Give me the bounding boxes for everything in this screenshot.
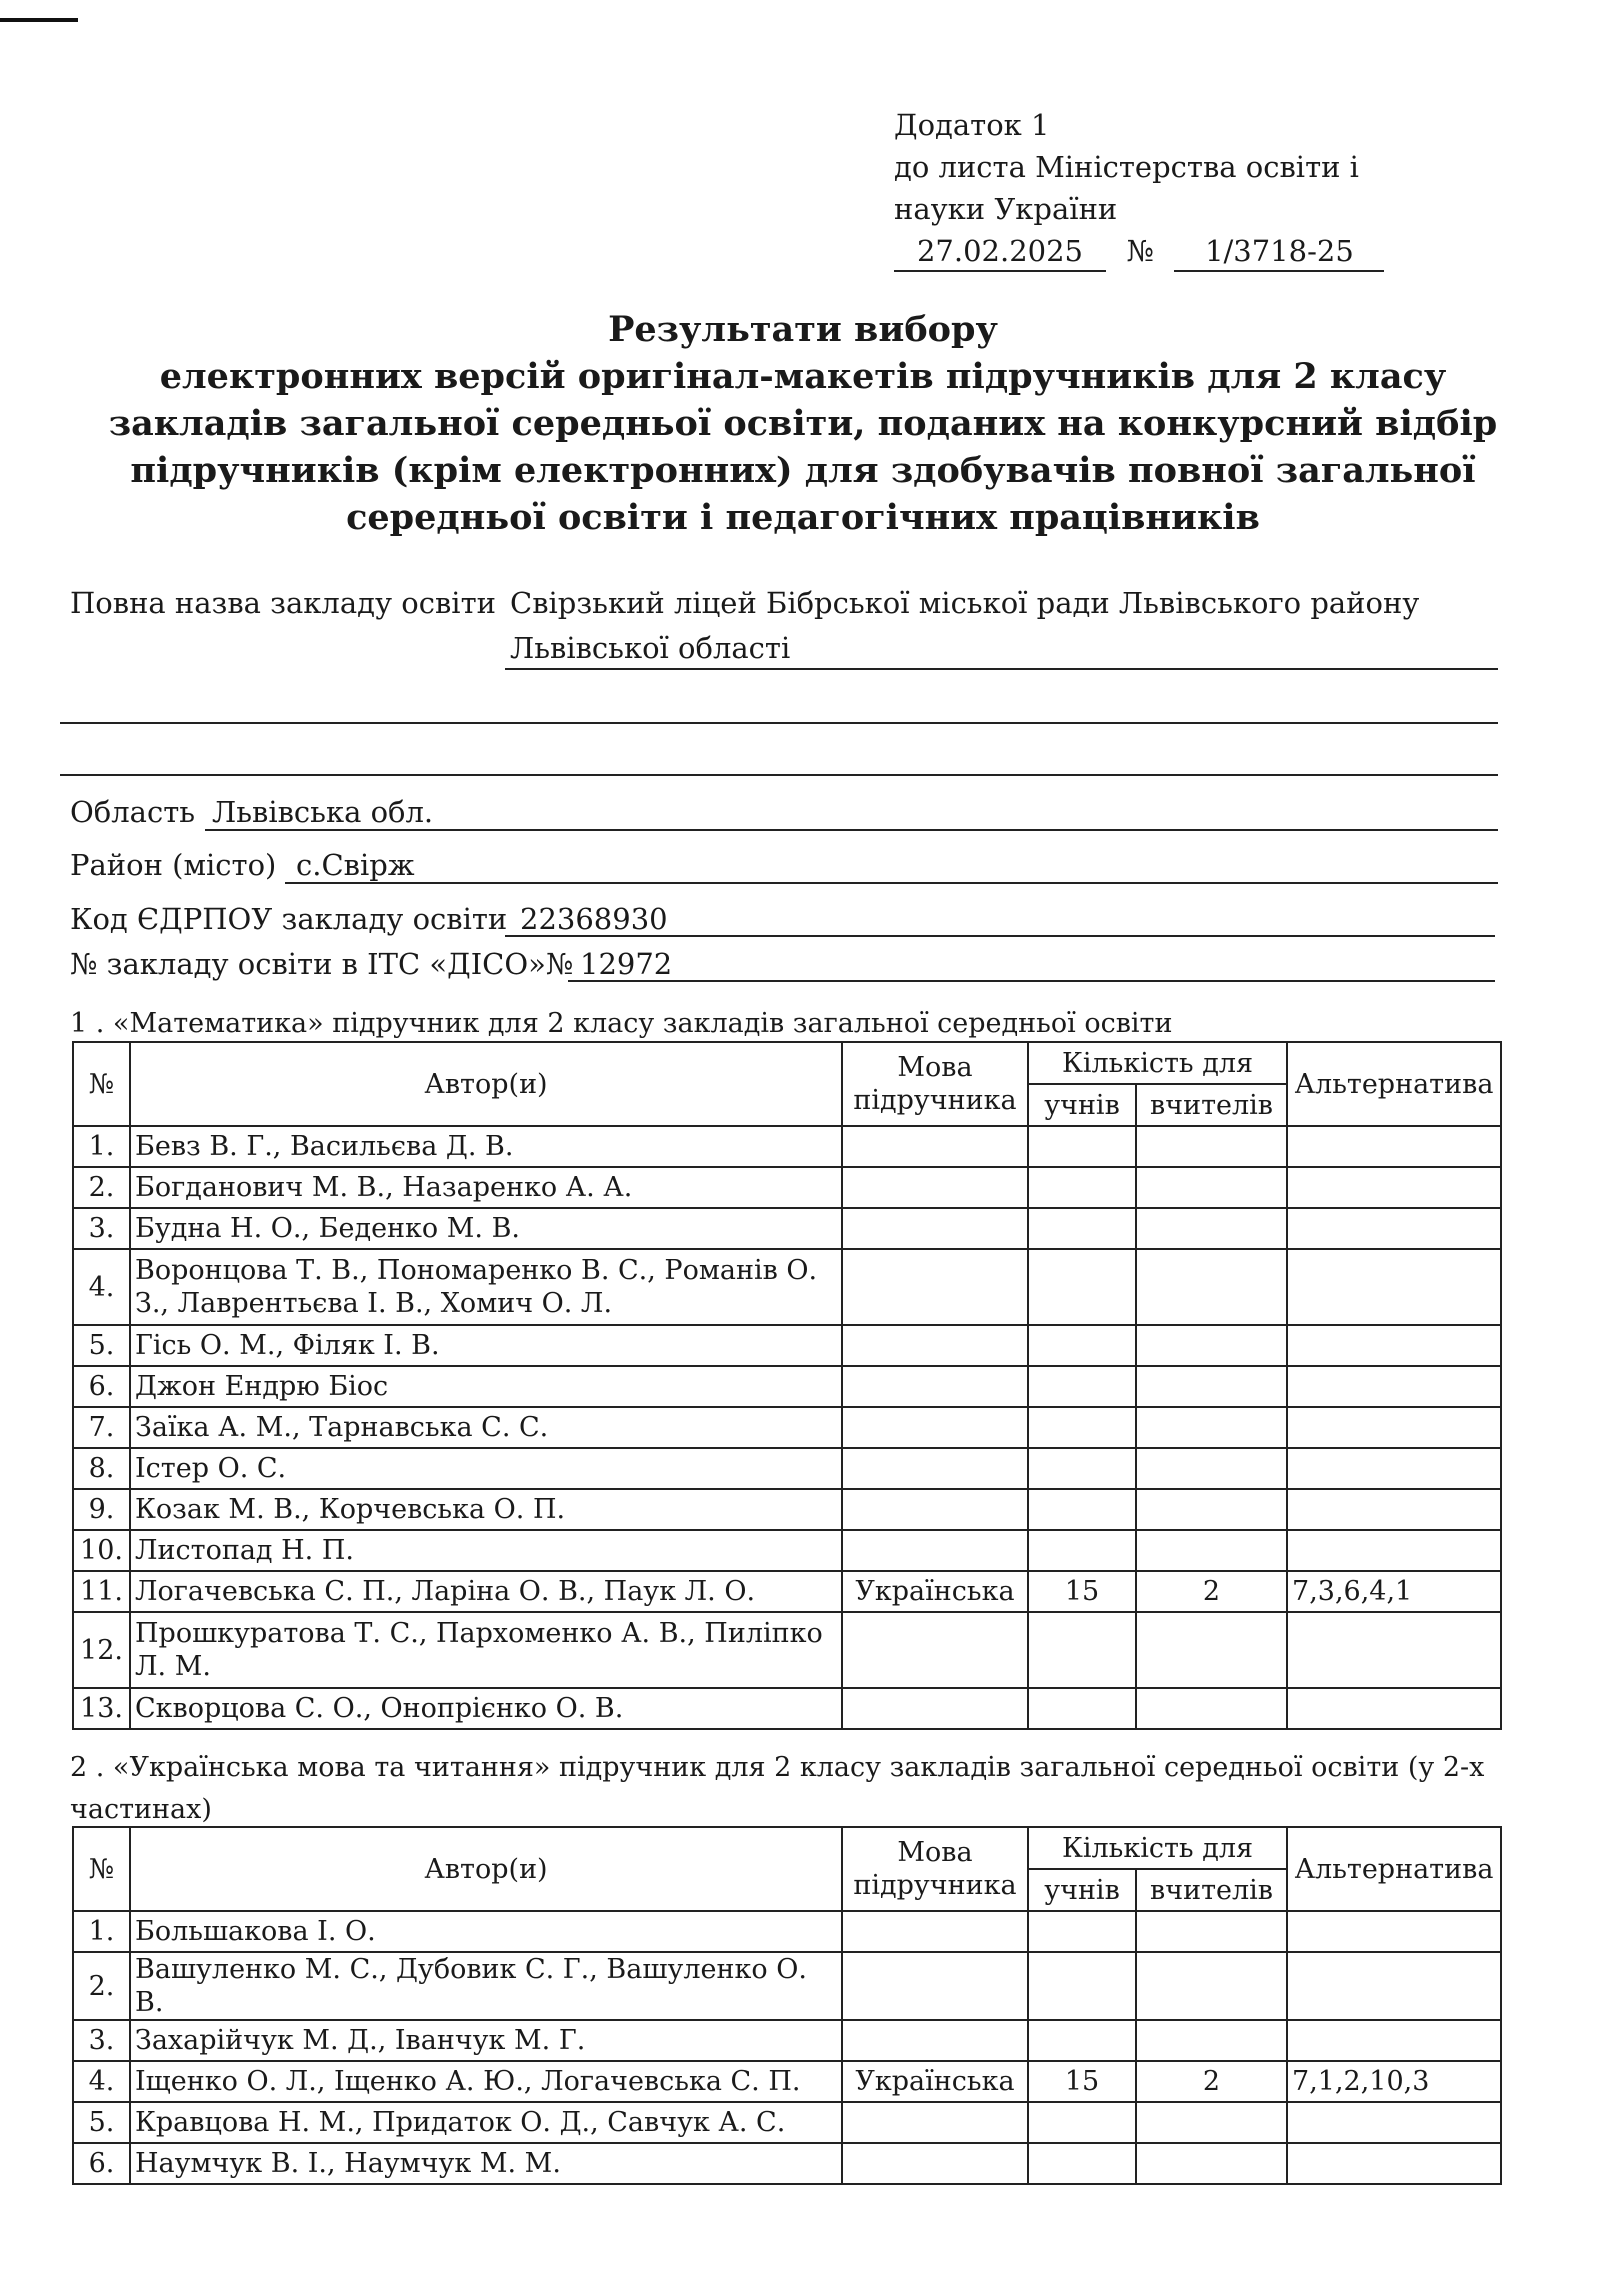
- row-authors: Воронцова Т. В., Пономаренко В. С., Романів О. З., Лаврентьєва І. В., Хомич О. Л.: [130, 1249, 842, 1325]
- blank-line-1: [60, 722, 1498, 724]
- row-teachers: [1136, 1448, 1287, 1489]
- row-authors: Наумчук В. І., Наумчук М. М.: [130, 2143, 842, 2184]
- row-teachers: [1136, 1530, 1287, 1571]
- district-underline: [285, 882, 1498, 884]
- section-1-caption: 1 . «Математика» підручник для 2 класу закладів загальної середньої освіти: [70, 1008, 1173, 1039]
- row-alternative: 7,3,6,4,1: [1287, 1571, 1501, 1612]
- its-value: 12972: [580, 947, 673, 981]
- table-row: [73, 1325, 1501, 1366]
- row-authors: Джон Ендрю Біос: [130, 1366, 842, 1407]
- row-students: [1028, 2102, 1136, 2143]
- row-teachers: [1136, 1167, 1287, 1208]
- institution-name-label: Повна назва закладу освіти: [70, 586, 496, 620]
- row-number: 13.: [73, 1688, 130, 1729]
- letter-date: 27.02.2025: [894, 232, 1106, 272]
- col-header-alternative: Альтернатива: [1287, 1827, 1501, 1911]
- row-alternative: [1287, 1911, 1501, 1952]
- row-number: 3.: [73, 1208, 130, 1249]
- district-value: с.Свірж: [296, 848, 415, 882]
- col-header-authors: Автор(и): [130, 1827, 842, 1911]
- row-language: Українська: [842, 1571, 1028, 1612]
- row-alternative: [1287, 2102, 1501, 2143]
- region-label: Область: [70, 795, 196, 829]
- row-authors: Козак М. В., Корчевська О. П.: [130, 1489, 842, 1530]
- row-language: [842, 1407, 1028, 1448]
- row-authors: Бевз В. Г., Васильєва Д. В.: [130, 1126, 842, 1167]
- row-alternative: 7,1,2,10,3: [1287, 2061, 1501, 2102]
- title-line-5: середньої освіти і педагогічних працівників: [346, 497, 1260, 538]
- row-teachers: 2: [1136, 2061, 1287, 2102]
- row-language: [842, 1952, 1028, 2020]
- math-table: [72, 1041, 1502, 1730]
- row-number: 4.: [73, 2061, 130, 2102]
- title-line-2: електронних версій оригінал-макетів підручників для 2 класу: [159, 356, 1447, 397]
- col-header-students: учнів: [1028, 1084, 1136, 1126]
- document-title: [0, 306, 1606, 541]
- row-teachers: [1136, 1126, 1287, 1167]
- its-underline: [568, 980, 1495, 982]
- row-students: [1028, 1612, 1136, 1688]
- col-header-no: №: [73, 1827, 130, 1911]
- table-row: [73, 1911, 1501, 1952]
- row-authors: Скворцова С. О., Онопрієнко О. В.: [130, 1688, 842, 1729]
- row-teachers: [1136, 2020, 1287, 2061]
- row-teachers: [1136, 1325, 1287, 1366]
- row-authors: Логачевська С. П., Ларіна О. В., Паук Л. О.: [130, 1571, 842, 1612]
- col-header-alternative: Альтернатива: [1287, 1042, 1501, 1126]
- col-header-teachers: вчителів: [1136, 1869, 1287, 1911]
- row-authors: Прошкуратова Т. С., Пархоменко А. В., Пиліпко Л. М.: [130, 1612, 842, 1688]
- table-row: [73, 1612, 1501, 1688]
- row-authors: Кравцова Н. М., Придаток О. Д., Савчук А. С.: [130, 2102, 842, 2143]
- edrpou-label: Код ЄДРПОУ закладу освіти: [70, 902, 508, 936]
- row-students: [1028, 1530, 1136, 1571]
- row-alternative: [1287, 2143, 1501, 2184]
- table-row: [73, 2061, 1501, 2102]
- addendum-date-line: [894, 230, 1384, 272]
- row-number: 11.: [73, 1571, 130, 1612]
- row-alternative: [1287, 1167, 1501, 1208]
- row-language: [842, 1448, 1028, 1489]
- col-header-language: Мова підручника: [842, 1827, 1028, 1911]
- row-students: [1028, 1208, 1136, 1249]
- row-language: [842, 1530, 1028, 1571]
- row-authors: Заїка А. М., Тарнавська С. С.: [130, 1407, 842, 1448]
- row-students: 15: [1028, 1571, 1136, 1612]
- row-language: [842, 1612, 1028, 1688]
- row-students: [1028, 1167, 1136, 1208]
- row-students: [1028, 1126, 1136, 1167]
- institution-name-underline: [505, 668, 1498, 670]
- row-authors: Іщенко О. Л., Іщенко А. Ю., Логачевська С. П.: [130, 2061, 842, 2102]
- row-language: [842, 1126, 1028, 1167]
- row-students: [1028, 2143, 1136, 2184]
- row-students: [1028, 1366, 1136, 1407]
- row-number: 5.: [73, 1325, 130, 1366]
- region-value: Львівська обл.: [212, 795, 434, 829]
- row-number: 8.: [73, 1448, 130, 1489]
- row-students: [1028, 1688, 1136, 1729]
- letter-number: 1/3718-25: [1174, 232, 1384, 272]
- row-alternative: [1287, 1249, 1501, 1325]
- edrpou-underline: [505, 935, 1495, 937]
- ukrainian-table: [72, 1826, 1502, 2185]
- row-authors: Будна Н. О., Беденко М. В.: [130, 1208, 842, 1249]
- row-alternative: [1287, 2020, 1501, 2061]
- row-number: 6.: [73, 2143, 130, 2184]
- row-alternative: [1287, 1530, 1501, 1571]
- title-line-4: підручників (крім електронних) для здобувачів повної загальної: [130, 450, 1476, 491]
- row-language: [842, 1167, 1028, 1208]
- row-teachers: [1136, 1249, 1287, 1325]
- table-row: [73, 1167, 1501, 1208]
- row-alternative: [1287, 1952, 1501, 2020]
- addendum-block: [894, 104, 1384, 272]
- col-header-students: учнів: [1028, 1869, 1136, 1911]
- table-row: [73, 1952, 1501, 2020]
- table-row: [73, 1448, 1501, 1489]
- row-authors: Гісь О. М., Філяк І. В.: [130, 1325, 842, 1366]
- row-students: [1028, 1911, 1136, 1952]
- row-students: [1028, 1448, 1136, 1489]
- row-teachers: [1136, 1952, 1287, 2020]
- row-language: [842, 1366, 1028, 1407]
- row-alternative: [1287, 1448, 1501, 1489]
- table-row: [73, 1366, 1501, 1407]
- row-alternative: [1287, 1126, 1501, 1167]
- its-label: № закладу освіти в ІТС «ДІСО»№: [70, 947, 574, 981]
- table-row: [73, 2102, 1501, 2143]
- col-header-quantity: Кількість для: [1028, 1827, 1287, 1869]
- row-number: 3.: [73, 2020, 130, 2061]
- row-alternative: [1287, 1489, 1501, 1530]
- row-alternative: [1287, 1407, 1501, 1448]
- row-teachers: [1136, 1688, 1287, 1729]
- col-header-authors: Автор(и): [130, 1042, 842, 1126]
- addendum-line-2: до листа Міністерства освіти і: [894, 150, 1359, 184]
- row-authors: Істер О. С.: [130, 1448, 842, 1489]
- title-line-1: Результати вибору: [608, 309, 998, 350]
- row-language: [842, 2020, 1028, 2061]
- table-row: [73, 2143, 1501, 2184]
- row-number: 1.: [73, 1911, 130, 1952]
- table-row: [73, 1407, 1501, 1448]
- row-teachers: [1136, 2143, 1287, 2184]
- row-students: [1028, 2020, 1136, 2061]
- row-number: 1.: [73, 1126, 130, 1167]
- row-language: [842, 1911, 1028, 1952]
- section-2-caption-line-1: 2 . «Українська мова та читання» підручник для 2 класу закладів загальної середньої освіти (у 2-х: [70, 1752, 1485, 1783]
- col-header-no: №: [73, 1042, 130, 1126]
- row-number: 5.: [73, 2102, 130, 2143]
- institution-name-value-2: Львівської області: [510, 631, 791, 665]
- table-row: [73, 1208, 1501, 1249]
- row-alternative: [1287, 1208, 1501, 1249]
- district-label: Район (місто): [70, 848, 277, 882]
- region-underline: [205, 829, 1498, 831]
- table-row: [73, 1571, 1501, 1612]
- row-language: [842, 1208, 1028, 1249]
- row-alternative: [1287, 1325, 1501, 1366]
- row-language: [842, 1249, 1028, 1325]
- scan-edge-mark: [0, 18, 78, 22]
- row-alternative: [1287, 1612, 1501, 1688]
- row-number: 4.: [73, 1249, 130, 1325]
- institution-name-value-1: Свірзький ліцей Бібрської міської ради Львівського району: [510, 586, 1420, 620]
- col-header-quantity: Кількість для: [1028, 1042, 1287, 1084]
- row-authors: Захарійчук М. Д., Іванчук М. Г.: [130, 2020, 842, 2061]
- row-alternative: [1287, 1688, 1501, 1729]
- row-students: [1028, 1952, 1136, 2020]
- row-students: [1028, 1407, 1136, 1448]
- table-row: [73, 1249, 1501, 1325]
- row-authors: Богданович М. В., Назаренко А. А.: [130, 1167, 842, 1208]
- addendum-line-3: науки України: [894, 192, 1118, 226]
- table-row: [73, 2020, 1501, 2061]
- addendum-line-1: Додаток 1: [894, 108, 1050, 142]
- row-number: 6.: [73, 1366, 130, 1407]
- row-language: [842, 1325, 1028, 1366]
- row-teachers: [1136, 1366, 1287, 1407]
- row-language: Українська: [842, 2061, 1028, 2102]
- row-language: [842, 2102, 1028, 2143]
- table-row: [73, 1530, 1501, 1571]
- col-header-language: Мова підручника: [842, 1042, 1028, 1126]
- table-row: [73, 1489, 1501, 1530]
- row-authors: Вашуленко М. С., Дубовик С. Г., Вашуленко О. В.: [130, 1952, 842, 2020]
- row-students: [1028, 1249, 1136, 1325]
- row-number: 12.: [73, 1612, 130, 1688]
- row-language: [842, 2143, 1028, 2184]
- row-authors: Большакова І. О.: [130, 1911, 842, 1952]
- row-teachers: [1136, 1208, 1287, 1249]
- row-teachers: [1136, 2102, 1287, 2143]
- table-row: [73, 1688, 1501, 1729]
- row-number: 2.: [73, 1167, 130, 1208]
- row-number: 2.: [73, 1952, 130, 2020]
- row-students: 15: [1028, 2061, 1136, 2102]
- blank-line-2: [60, 774, 1498, 776]
- title-line-3: закладів загальної середньої освіти, поданих на конкурсний відбір: [108, 403, 1498, 444]
- row-number: 10.: [73, 1530, 130, 1571]
- row-teachers: [1136, 1911, 1287, 1952]
- row-teachers: [1136, 1407, 1287, 1448]
- row-teachers: 2: [1136, 1571, 1287, 1612]
- row-language: [842, 1688, 1028, 1729]
- table-row: [73, 1126, 1501, 1167]
- row-authors: Листопад Н. П.: [130, 1530, 842, 1571]
- edrpou-value: 22368930: [520, 902, 668, 936]
- row-teachers: [1136, 1612, 1287, 1688]
- row-students: [1028, 1325, 1136, 1366]
- row-number: 9.: [73, 1489, 130, 1530]
- row-language: [842, 1489, 1028, 1530]
- row-teachers: [1136, 1489, 1287, 1530]
- number-sign: №: [1126, 234, 1154, 268]
- row-students: [1028, 1489, 1136, 1530]
- col-header-teachers: вчителів: [1136, 1084, 1287, 1126]
- row-number: 7.: [73, 1407, 130, 1448]
- row-alternative: [1287, 1366, 1501, 1407]
- section-2-caption-line-2: частинах): [70, 1794, 212, 1825]
